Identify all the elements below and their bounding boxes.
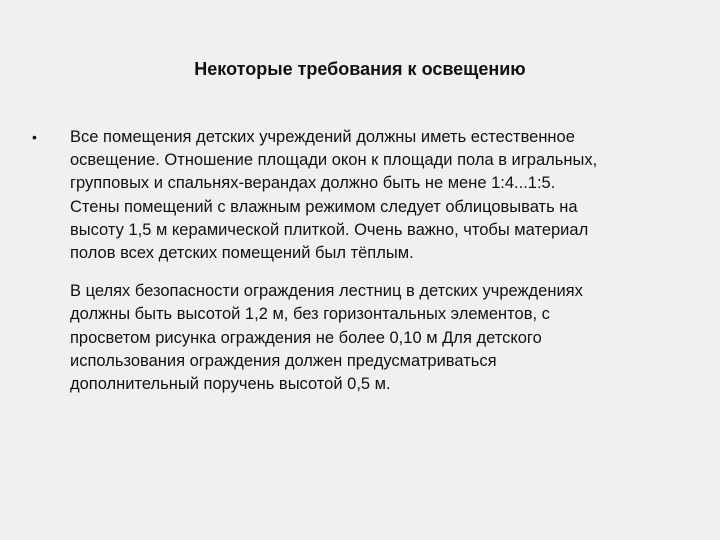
bullet-dot-icon: •	[32, 129, 37, 145]
paragraph-stairs-safety: В целях безопасности ограждения лестниц в детских учреждениях должны быть высотой 1,2 м, без горизонтальных элементов, с просветом рисунка ограждения не более 0,10 м Для детского использования ограждения должен предусматриваться дополнительный поручень высотой 0,5 м.	[70, 282, 583, 394]
bullet-item	[32, 126, 692, 265]
slide-body	[32, 126, 692, 396]
paragraph-lighting: Все помещения детских учреждений должны иметь естественное освещение. Отношение площади окон к площади пола в игральных, групповых и спальнях-верандах должно быть не мене 1:4...1:5. Стены помещений с влажным режимом следует облицовывать на высоту 1,5 м керамической плиткой. Очень важно, чтобы материал полов всех детских помещений был тёплым.	[70, 128, 598, 263]
slide-title: Некоторые требования к освещению	[194, 59, 526, 79]
